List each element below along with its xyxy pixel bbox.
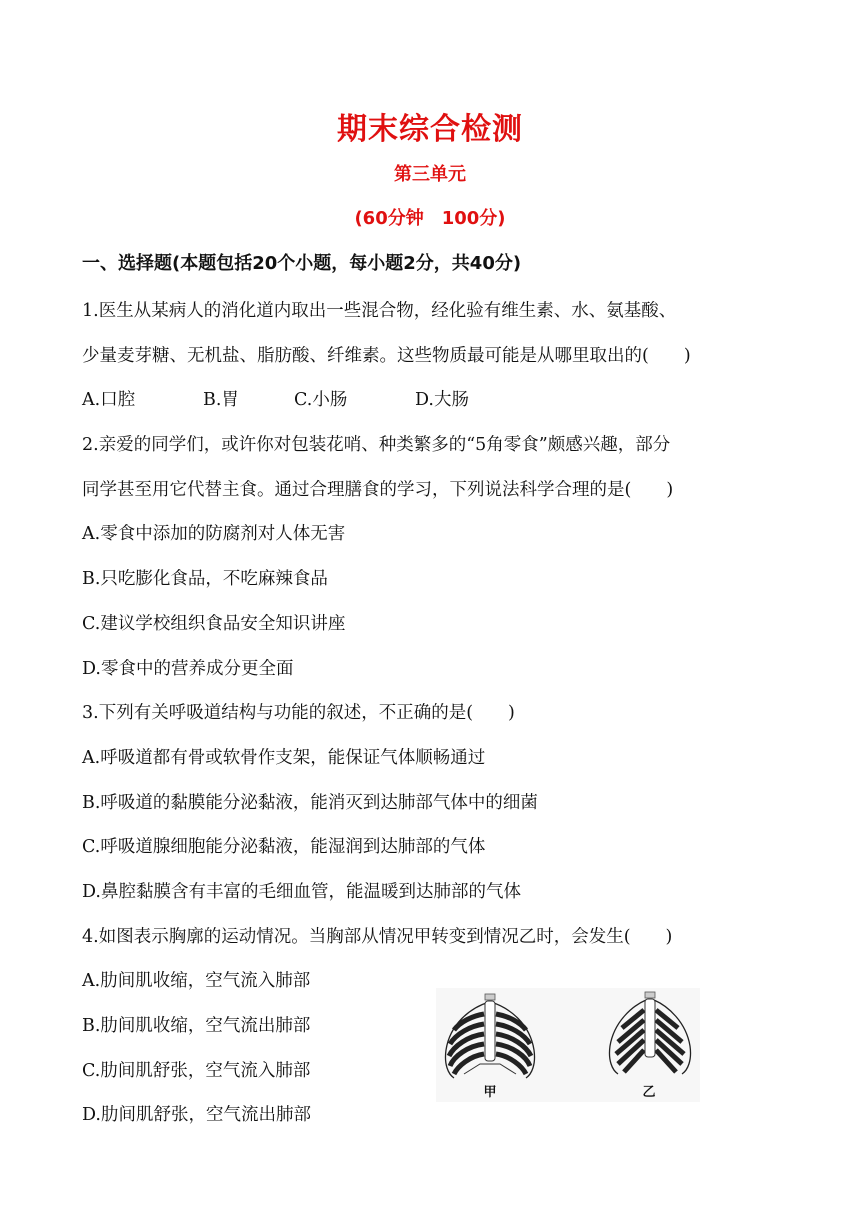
- section-heading: 一、选择题(本题包括20个小题，每小题2分，共40分): [82, 253, 522, 274]
- question-4-option-c: C.肋间肌舒张，空气流入肺部: [82, 1060, 311, 1081]
- page-title: 期末综合检测: [337, 112, 523, 147]
- question-2-option-c: C.建议学校组织食品安全知识讲座: [82, 613, 346, 634]
- question-1-stem-line-1: 1.医生从某病人的消化道内取出一些混合物，经化验有维生素、水、氨基酸、: [82, 301, 677, 321]
- question-1-option-d: D.大肠: [415, 390, 469, 411]
- unit-subtitle: 第三单元: [394, 164, 466, 185]
- question-1-option-a: A.口腔: [82, 390, 136, 411]
- question-1-options: [82, 378, 782, 423]
- question-3-option-b: B.呼吸道的黏膜能分泌黏液，能消灭到达肺部气体中的细菌: [82, 792, 538, 813]
- question-2-option-a: A.零食中添加的防腐剂对人体无害: [82, 524, 346, 545]
- question-3-stem-line-1: 3.下列有关呼吸道结构与功能的叙述，不正确的是( ): [82, 703, 515, 724]
- ribcage-figure: [436, 988, 700, 1102]
- question-3-option-d: D.鼻腔黏膜含有丰富的毛细血管，能温暖到达肺部的气体: [82, 881, 521, 902]
- ribcage-label-right: 乙: [642, 1085, 656, 1100]
- question-2-stem-line-1: 2.亲爱的同学们，或许你对包装花哨、种类繁多的“5角零食”颇感兴趣，部分: [82, 435, 671, 456]
- question-2-option-b: B.只吃膨化食品，不吃麻辣食品: [82, 569, 328, 590]
- question-2-stem-line-2: 同学甚至用它代替主食。通过合理膳食的学习，下列说法科学合理的是( ): [82, 479, 674, 500]
- time-score-subtitle: (60分钟 100分): [354, 208, 506, 229]
- ribcage-right-icon: [609, 992, 690, 1074]
- question-4-stem-line-1: 4.如图表示胸廓的运动情况。当胸部从情况甲转变到情况乙时，会发生( ): [82, 926, 673, 947]
- question-4-option-b: B.肋间肌收缩，空气流出肺部: [82, 1016, 311, 1036]
- question-3-option-c: C.呼吸道腺细胞能分泌黏液，能湿润到达肺部的气体: [82, 837, 486, 858]
- ribcage-illustration: [436, 988, 700, 1102]
- question-2-option-d: D.零食中的营养成分更全面: [82, 658, 294, 679]
- question-1-option-c: C.小肠: [294, 390, 348, 411]
- question-4-option-a: A.肋间肌收缩，空气流入肺部: [82, 971, 311, 992]
- question-4-option-d: D.肋间肌舒张，空气流出肺部: [82, 1105, 311, 1126]
- question-3-option-a: A.呼吸道都有骨或软骨作支架，能保证气体顺畅通过: [82, 747, 486, 768]
- ribcage-label-left: 甲: [483, 1085, 497, 1100]
- question-1-stem-line-2: 少量麦芽糖、无机盐、脂肪酸、纤维素。这些物质最可能是从哪里取出的( ): [82, 345, 691, 366]
- ribcage-left-icon: [445, 994, 534, 1078]
- question-1-option-b: B.胃: [203, 390, 239, 411]
